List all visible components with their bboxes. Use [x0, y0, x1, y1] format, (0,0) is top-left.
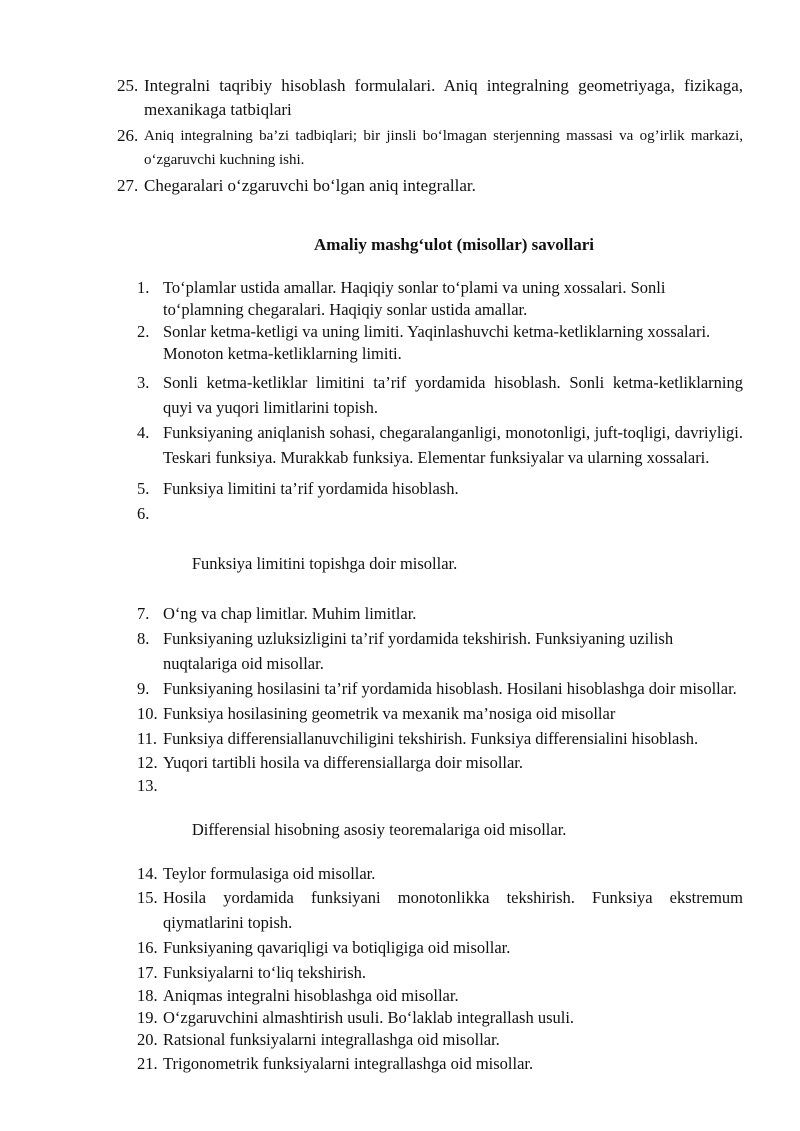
list-item	[137, 960, 743, 985]
item-number: 3.	[137, 373, 150, 392]
item-number: 25.	[117, 76, 139, 95]
item-text: Hosila yordamida funksiyani monotonlikka tekshirish. Funksiya ekstremum qiymatlarini topish.	[163, 888, 743, 932]
list-item	[137, 885, 743, 935]
item-number: 8.	[137, 629, 150, 648]
item-number: 1.	[137, 278, 150, 297]
item-number: 17.	[137, 963, 158, 982]
item-text: Funksiyaning aniqlanish sohasi, chegaralanganligi, monotonligi, juft-toqligi, davriyligi. Teskari funksiya. Murakkab funksiya. Elementar funksiyalar va ularning xossalari.	[163, 423, 743, 467]
item-text: Funksiya limitini ta’rif yordamida hisoblash.	[163, 479, 459, 498]
item-number: 26.	[117, 126, 139, 145]
item-number: 11.	[137, 729, 158, 748]
item-text: Chegaralari o‘zgaruvchi bo‘lgan aniq integrallar.	[144, 176, 476, 195]
item-number: 12.	[137, 753, 158, 772]
item-text: Ratsional funksiyalarni integrallashga oid misollar.	[163, 1030, 500, 1049]
item-text: O‘zgaruvchini almashtirish usuli. Bo‘laklab integrallash usuli.	[163, 1008, 575, 1027]
item-number: 9.	[137, 679, 150, 698]
item-number: 10.	[137, 704, 158, 723]
item-text: Funksiyalarni to‘liq tekshirish.	[163, 963, 367, 982]
list-item	[117, 74, 743, 122]
item-number: 21.	[137, 1054, 158, 1073]
item-number: 20.	[137, 1030, 158, 1049]
item-number: 27.	[117, 176, 139, 195]
item-text: Funksiya differensiallanuvchiligini tekshirish. Funksiya differensialini hisoblash.	[163, 729, 699, 748]
list-item	[137, 775, 743, 863]
item-number: 4.	[137, 423, 150, 442]
list-item	[137, 501, 743, 601]
list-item	[137, 626, 743, 676]
item-text: Aniq integralning ba’zi tadbiqlari; bir jinsli bo‘lmagan sterjenning massasi va og’irlik markazi, o‘zgaruvchi kuchning ishi.	[144, 128, 743, 168]
list-item	[137, 277, 743, 321]
item-number: 14.	[137, 864, 158, 883]
item-text: Funksiyaning hosilasini ta’rif yordamida hisoblash. Hosilani hisoblashga doir misollar.	[163, 679, 737, 698]
item-text: Trigonometrik funksiyalarni integrallashga oid misollar.	[163, 1054, 534, 1073]
item-text: O‘ng va chap limitlar. Muhim limitlar.	[163, 604, 417, 623]
item-text: Sonlar ketma-ketligi va uning limiti. Yaqinlashuvchi ketma-ketliklarning xossalari. Monoton ketma-ketliklarning limiti.	[163, 322, 711, 363]
item-number: 7.	[137, 604, 150, 623]
list-item	[137, 420, 743, 470]
item-text: Aniqmas integralni hisoblashga oid misollar.	[163, 986, 459, 1005]
list-item	[137, 1029, 743, 1051]
list-item	[137, 1007, 743, 1029]
item-number: 19.	[137, 1008, 158, 1027]
item-text: To‘plamlar ustida amallar. Haqiqiy sonlar to‘plami va uning xossalari. Sonli to‘plamning chegaralari. Haqiqiy sonlar ustida amallar.	[163, 278, 666, 319]
list-item	[137, 601, 743, 626]
item-number: 15.	[137, 888, 158, 907]
item-text: Differensial hisobning asosiy teoremalariga oid misollar.	[187, 820, 567, 839]
item-number: 6.	[137, 504, 150, 523]
list-item	[137, 863, 743, 885]
item-number: 16.	[137, 938, 158, 957]
list-item	[137, 676, 743, 701]
list-item	[137, 1051, 743, 1077]
item-text: Funksiyaning uzluksizligini ta’rif yordamida tekshirish. Funksiyaning uzilish nuqtalariga oid misollar.	[163, 629, 674, 673]
list-item	[137, 751, 743, 775]
section-title: Amaliy mashg‘ulot (misollar) savollari	[313, 235, 594, 254]
list-item	[137, 985, 743, 1007]
item-number: 2.	[137, 322, 150, 341]
list-item	[137, 321, 743, 365]
item-number: 13.	[137, 776, 158, 795]
item-number: 5.	[137, 479, 150, 498]
item-text: Funksiya limitini topishga doir misollar.	[187, 554, 458, 573]
list-item	[137, 726, 743, 751]
list-item	[117, 174, 743, 198]
practical-questions-list	[137, 277, 743, 1077]
item-text: Funksiyaning qavariqligi va botiqligiga oid misollar.	[163, 938, 511, 957]
list-item	[137, 476, 743, 501]
item-text: Sonli ketma-ketliklar limitini ta’rif yordamida hisoblash. Sonli ketma-ketliklarning quyi va yuqori limitlarini topish.	[163, 373, 743, 417]
list-item	[117, 124, 743, 172]
item-number: 18.	[137, 986, 158, 1005]
list-item	[137, 701, 743, 726]
list-item	[137, 935, 743, 960]
list-item	[137, 370, 743, 420]
item-text: Teylor formulasiga oid misollar.	[163, 864, 376, 883]
item-text: Funksiya hosilasining geometrik va mexanik ma’nosiga oid misollar	[163, 704, 616, 723]
item-text: Yuqori tartibli hosila va differensiallarga doir misollar.	[163, 753, 524, 772]
item-text: Integralni taqribiy hisoblash formulalari. Aniq integralning geometriyaga, fizikaga, mexanikaga tatbiqlari	[144, 76, 743, 119]
lecture-topics-list	[117, 74, 743, 198]
